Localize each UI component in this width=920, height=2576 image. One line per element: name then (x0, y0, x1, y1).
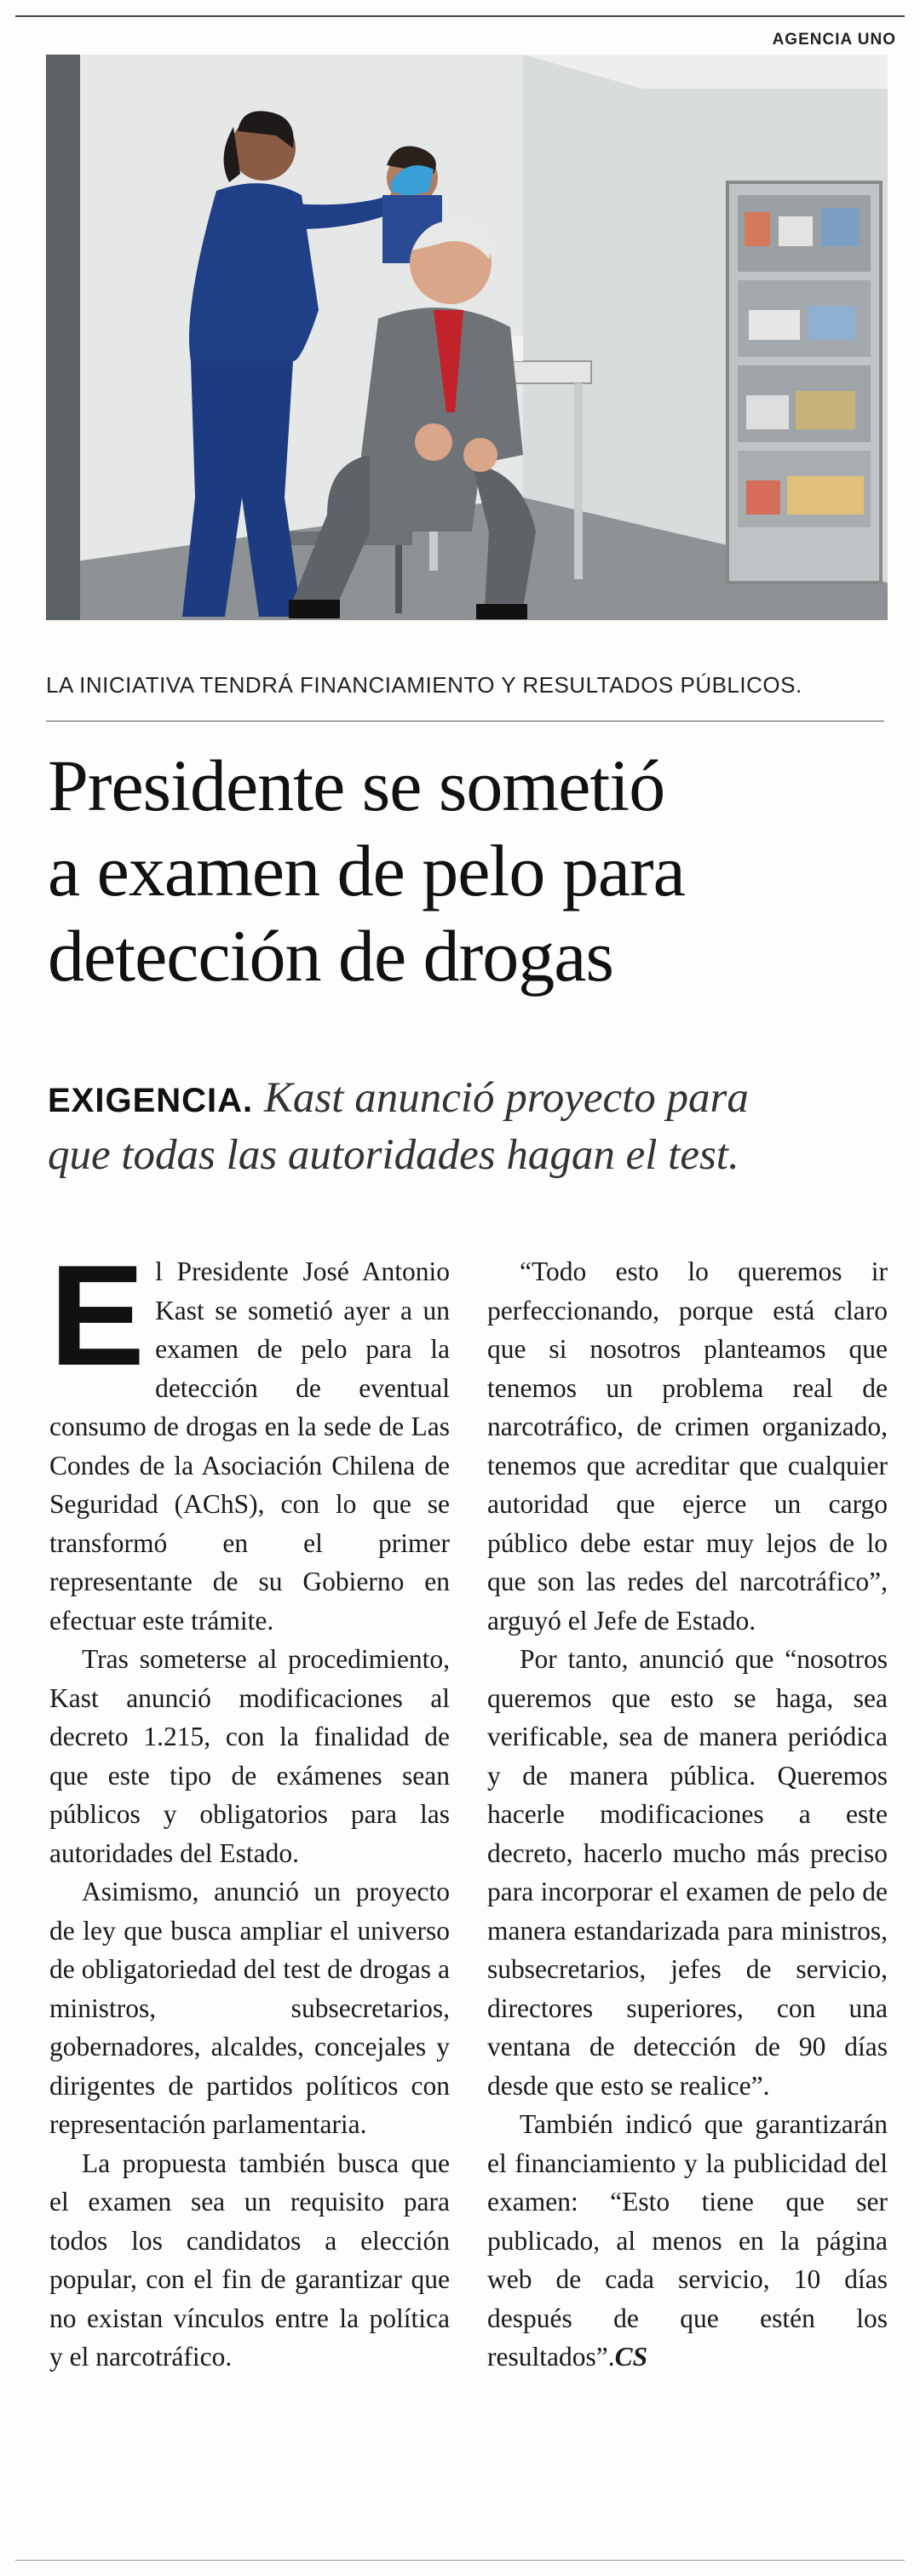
drop-cap: E (49, 1235, 146, 1395)
article-paragraph-3: Asimismo, anunció un proyecto de ley que busca ampliar el universo de obligatoriedad del test de drogas a ministros, subsecretarios, gobernadores, alcaldes, concejales y dirigentes de partidos políticos con representación parlamentaria. (49, 1877, 450, 2139)
article-paragraph-1 (49, 1235, 450, 1640)
news-photo (46, 55, 888, 620)
article-column-left (49, 1235, 450, 2377)
headline (48, 743, 891, 998)
article-column-right (487, 1252, 888, 2377)
article-paragraph-5: “Todo esto lo queremos ir perfeccionando, porque está claro que si nosotros planteamos que tenemos un problema real de narcotráfico, de crimen organizado, tenemos que acreditar que cualquier autoridad que ejerce un cargo público debe estar muy lejos de lo que son las redes del narcotráfico”, arguyó el Jefe de Estado. (487, 1256, 888, 1636)
photo-credit: AGENCIA UNO (772, 31, 896, 49)
deck-line-1: Kast anunció proyecto para (263, 1074, 749, 1122)
article-paragraph-6: Por tanto, anunció que “nosotros queremos que esto se haga, sea verificable, sea de manera periódica y de manera pública. Queremos hacerle modificaciones a este decreto, hacerlo mucho más preciso para incorporar el examen de pelo de manera estandarizada para ministros, subsecretarios, jefes de servicio, directores superiores, con una ventana de detección de 90 días desde que esto se realice”. (487, 1644, 888, 2101)
headline-line-3: detección de drogas (48, 915, 613, 997)
article-paragraph-1-text: l Presidente José Antonio Kast se sometió ayer a un examen de pelo para la detección de eventual consumo de drogas en la sede de Las Condes de la Asociación Chilena de Seguridad (AChS), con lo que se transformó en el primer representante de su Gobierno en efectuar este trámite. (49, 1256, 450, 1636)
article-paragraph-7-text: También indicó que garantizarán el financiamiento y la publicidad del examen: “Esto tiene que ser publicado, al menos en la página web de cada servicio, 10 días después de que estén los resultados”. (487, 2109, 888, 2372)
top-rule (15, 15, 905, 17)
deck-line-2: que todas las autoridades hagan el test. (48, 1131, 739, 1179)
deck (48, 1071, 891, 1182)
caption-rule (46, 721, 884, 722)
clinic-scene-illustration (46, 55, 888, 620)
bottom-rule (15, 2560, 905, 2561)
end-mark: CS (614, 2342, 648, 2372)
deck-kicker: EXIGENCIA. (48, 1082, 254, 1119)
article-paragraph-2: Tras someterse al procedimiento, Kast anunció modificaciones al decreto 1.215, con la finalidad de que este tipo de exámenes sean públicos y obligatorios para las autoridades del Estado. (49, 1644, 450, 1868)
article-paragraph-7 (487, 2105, 888, 2377)
photo-caption: LA INICIATIVA TENDRÁ FINANCIAMIENTO Y RESULTADOS PÚBLICOS. (46, 672, 802, 698)
headline-line-2: a examen de pelo para (48, 830, 685, 911)
headline-line-1: Presidente se sometió (48, 745, 665, 826)
article-paragraph-4: La propuesta también busca que el examen sea un requisito para todos los candidatos a elección popular, con el fin de garantizar que no existan vínculos entre la política y el narcotráfico. (49, 2148, 450, 2372)
